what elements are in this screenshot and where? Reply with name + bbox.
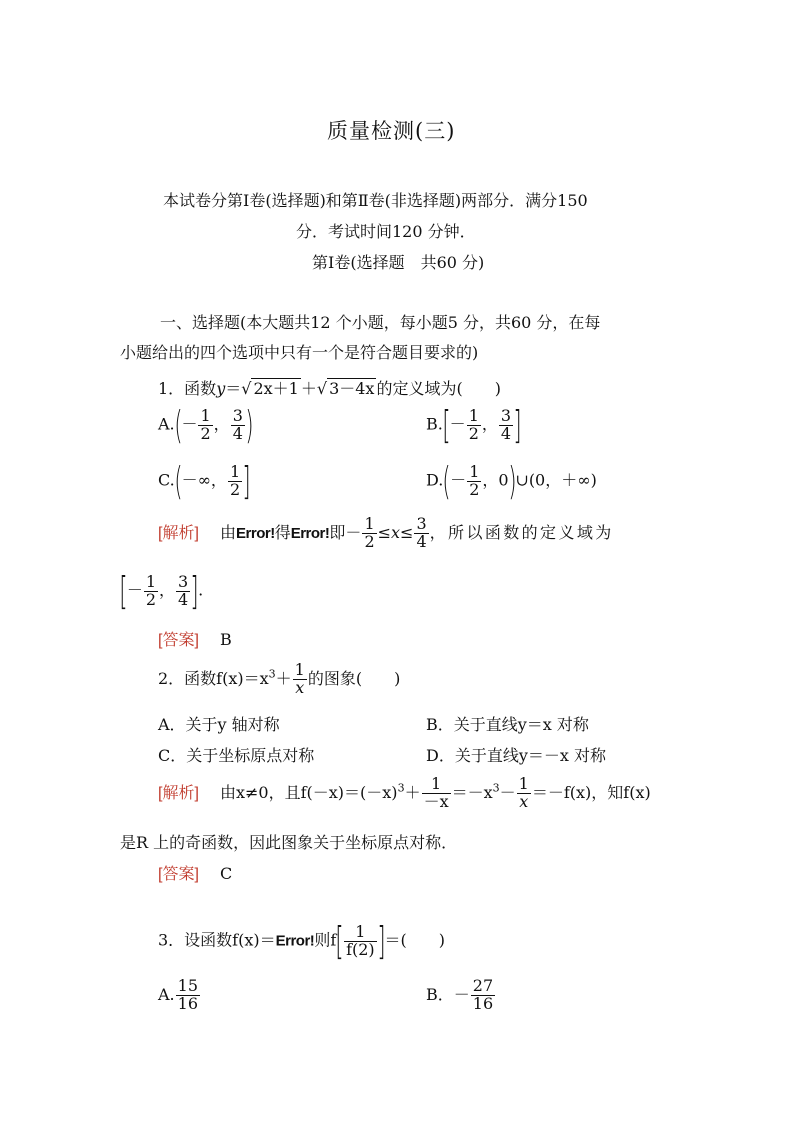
q2-analysis-den-2: x [519,791,529,811]
q1-result-comma: ， [159,580,176,600]
q1-c-neg-inf: －∞， [181,470,227,490]
q1-result-frac-1 [144,571,158,609]
q3-option-b-label: B．－ [426,984,470,1004]
q2-option-c: C．关于坐标原点对称 [158,746,315,765]
q1-a-frac-1 [198,405,212,443]
q1-d-num: 1 [469,461,480,481]
q1-a-frac-2 [231,405,245,443]
q1-d-zero: 0 [498,470,509,490]
left-bracket-icon: [ [119,569,128,613]
q2-plus: ＋ [275,668,292,688]
q2-analysis-frac-2 [517,776,531,811]
q1-d-comma: ， [482,470,499,490]
page-title: 质量检测(三) [327,119,456,143]
q2-frac [293,662,307,697]
q1-error-2: Error! [290,524,330,542]
q1-result-den-2: 4 [178,589,189,609]
q2-stem [158,662,400,697]
q1-option-b-label: B. [426,414,443,434]
q1-analysis-den-2: 4 [416,531,427,551]
q1-answer [158,627,232,650]
q1-a-neg: － [181,414,198,434]
q3-option-b [426,978,496,1013]
q1-option-c-label: C. [158,470,175,490]
q1-analysis-de: 得 [274,522,291,542]
sqrt-icon: √ [316,379,328,398]
right-bracket-icon: ] [242,459,251,503]
q1-a-num-2: 3 [232,405,243,425]
q3-a-frac [176,978,200,1013]
right-bracket-icon: ] [513,403,522,447]
q2-analysis-c: ＝－x [451,782,493,802]
q2-analysis-frac-1 [422,776,451,811]
q1-b-den-2: 4 [500,423,512,443]
q1-analysis-result [119,569,204,613]
q3-stem-suffix: ＝( ) [384,930,445,950]
q2-analysis-cube-1: 3 [397,781,405,795]
q1-y: y [216,379,226,398]
q1-radicand-1: 2x＋1 [253,379,299,398]
q3-a-den: 16 [177,993,198,1013]
q1-a-den-2: 4 [232,423,243,443]
q2-analysis-e: ＝－f(x)，知f(x) [531,782,651,802]
q1-option-d-label: D. [426,470,444,490]
left-bracket-icon: [ [442,403,451,447]
q2-analysis-d: － [499,782,516,802]
right-bracket-icon: ] [377,919,386,963]
q3-b-den: 16 [472,993,494,1013]
q2-answer [158,861,232,884]
q1-analysis-tail: ，所以函数的定义域为 [429,522,614,542]
right-paren-icon: ) [507,459,517,503]
q1-analysis-ji: 即 [329,522,346,542]
q2-analysis-a: 由x≠0，且f(－x)＝(－x) [220,782,398,802]
section-heading-line-2: 小题给出的四个选项中只有一个是符合题目要求的) [120,343,479,362]
q1-analysis-le: ≤x≤ [377,522,414,542]
q1-analysis [158,516,614,551]
q1-result-frac-2 [176,571,190,609]
q3-option-a [158,978,201,1013]
q1-a-num-1: 1 [200,405,211,425]
left-bracket-icon: [ [335,919,344,963]
q3-then: 则f [314,930,337,950]
q3-den: f(2) [346,939,375,959]
sqrt-icon: √ [241,379,252,398]
q1-result-period: . [198,580,204,600]
q3-num: 1 [344,924,377,942]
q1-b-den-1: 2 [468,423,479,443]
q1-d-frac [467,461,481,499]
q2-answer-value: C [220,864,233,883]
q1-d-tail: ∪(0，＋∞) [515,470,597,490]
q2-stem-suffix: 的图象( ) [307,668,401,688]
q2-analysis-num-2: 1 [518,774,529,793]
left-paren-icon: ( [174,459,183,503]
q1-result-den-1: 2 [145,589,157,609]
right-paren-icon: ) [245,403,254,447]
q2-option-d: D．关于直线y＝－x 对称 [426,746,606,765]
left-paren-icon: ( [442,459,451,503]
q2-analysis-cube-2: 3 [492,781,500,795]
q1-radicand-2: 3－4x [329,379,375,398]
q1-analysis-label: [解析] [158,524,199,542]
q1-stem [158,376,501,399]
q3-b-frac [471,978,495,1013]
q1-analysis-num-2: 3 [416,514,427,533]
q2-option-a: A．关于y 轴对称 [158,715,280,734]
q1-d-neg: － [450,470,467,490]
q1-analysis-den-1: 2 [364,531,375,551]
q1-a-den-1: 2 [200,423,211,443]
intro-line-2: 分．考试时间120 分钟． [296,222,476,241]
q1-c-num: 1 [229,461,241,481]
q1-b-neg: － [449,414,466,434]
q1-answer-label: [答案] [158,632,199,649]
q1-error-1: Error! [236,524,275,542]
left-paren-icon: ( [173,403,183,447]
q1-a-comma: ， [213,414,230,434]
q1-d-den: 2 [469,479,480,499]
q1-b-num-2: 3 [500,405,512,425]
q3-option-a-label: A. [158,984,175,1004]
q1-analysis-num-1: 1 [364,514,375,533]
section-heading-line-1: 一、选择题(本大题共12 个小题，每小题5 分，共60 分，在每 [160,313,601,332]
q2-analysis [158,776,651,811]
q1-option-d [426,459,597,503]
q1-analysis-frac-2 [414,516,428,551]
q2-stem-prefix: 2．函数f(x)＝x [158,668,269,688]
q1-c-den: 2 [229,479,241,499]
q1-stem-suffix: 的定义域为( ) [376,379,501,398]
q1-eq: ＝ [225,379,242,398]
q3-b-num: 27 [472,976,494,995]
q2-answer-label: [答案] [158,866,199,883]
q2-option-b: B．关于直线y＝x 对称 [426,715,589,734]
q3-frac [344,921,377,959]
q2-analysis-den-1: －x [423,791,449,811]
right-bracket-icon: ] [190,569,199,613]
q2-analysis-label: [解析] [158,784,199,802]
q1-b-frac-2 [499,405,513,443]
q3-stem [158,919,445,963]
q1-stem-prefix: 1．函数 [158,379,217,398]
q1-result-num-1: 1 [145,571,157,591]
q3-stem-prefix: 3．设函数f(x)＝ [158,930,276,950]
q2-analysis-line-2: 是R 上的奇函数，因此图象关于坐标原点对称． [120,833,458,852]
q3-error: Error! [275,932,315,950]
q1-result-neg: － [126,580,143,600]
q1-answer-value: B [220,630,232,649]
q2-num: 1 [294,660,305,679]
q2-cube: 3 [268,667,276,681]
part1-title: 第Ⅰ卷(选择题 共60 分) [312,253,485,272]
q1-option-b [426,403,522,447]
q2-analysis-b: ＋ [404,782,421,802]
q1-analysis-frac-1 [362,516,376,551]
q1-c-frac [228,461,242,499]
q1-result-num-2: 3 [178,571,189,591]
q1-analysis-you: 由 [220,522,237,542]
q1-analysis-neg: － [345,522,362,542]
q2-analysis-num-1: 1 [422,776,451,794]
q1-option-a [158,403,254,447]
q1-option-c [158,459,251,503]
q1-b-num-1: 1 [468,405,479,425]
q1-b-frac-1 [467,405,481,443]
intro-line-1: 本试卷分第Ⅰ卷(选择题)和第Ⅱ卷(非选择题)两部分．满分150 [163,191,588,210]
q3-a-num: 15 [177,976,198,995]
q1-option-a-label: A. [158,414,175,434]
q2-den: x [295,677,305,697]
q1-plus: ＋ [300,379,317,398]
q1-b-comma: ， [481,414,498,434]
